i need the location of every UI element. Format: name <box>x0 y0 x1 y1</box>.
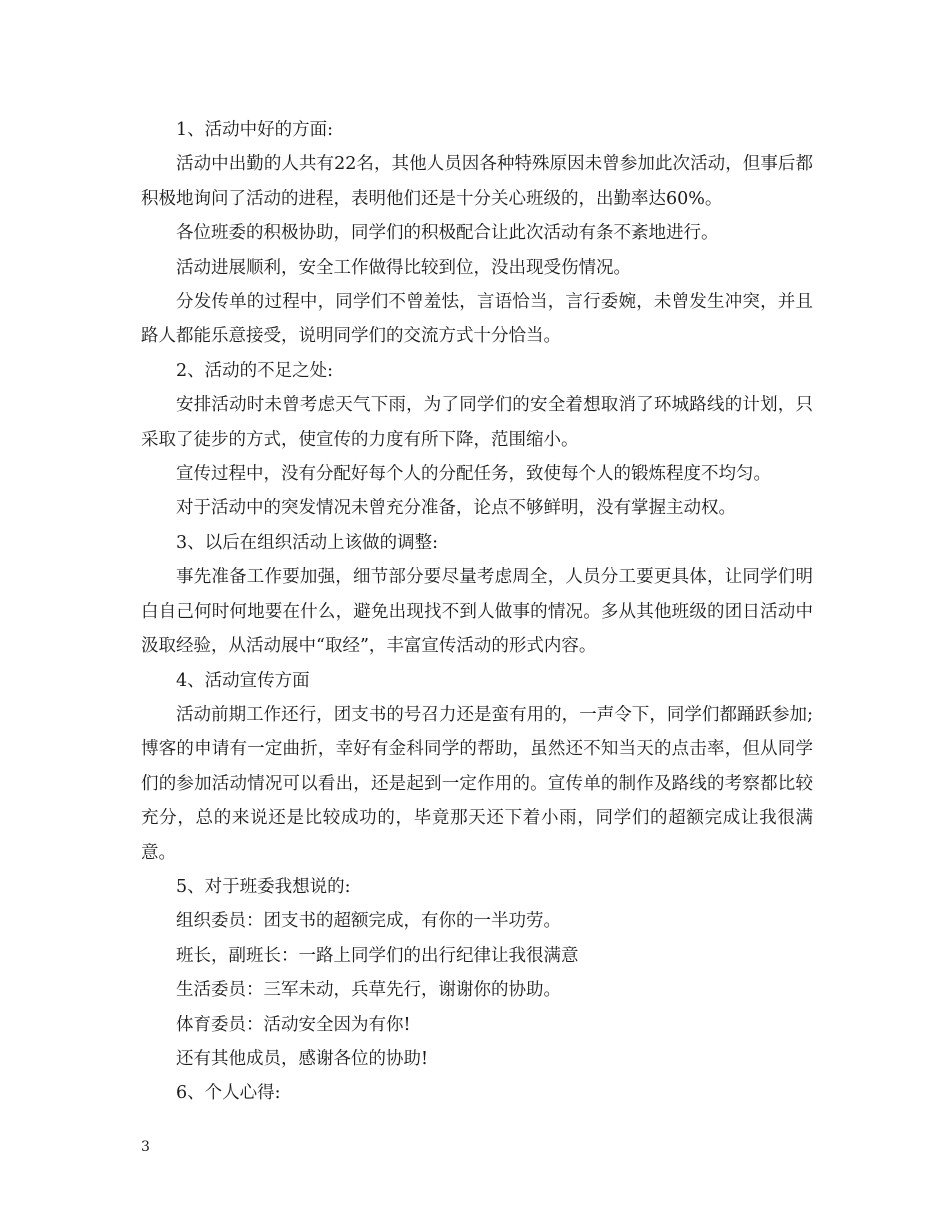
section-heading-committee-message: 5、对于班委我想说的: <box>176 876 351 897</box>
paragraph-other-members: 还有其他成员，感谢各位的协助! <box>176 1048 429 1069</box>
section-heading-shortcomings: 2、活动的不足之处: <box>176 360 334 381</box>
paragraph-life-member: 生活委员：三军未动，兵草先行，谢谢你的协助。 <box>176 980 561 1001</box>
paragraph-attendance: 活动中出勤的人共有22名，其他人员因各种特殊原因未曾参加此次活动，但事后都积极地询问了活动的进程，表明他们还是十分关心班级的，出勤率达60%。 <box>141 154 813 209</box>
section-heading-good-aspects: 1、活动中好的方面: <box>176 120 334 140</box>
paragraph-publicity-details: 活动前期工作还行，团支书的号召力还是蛮有用的，一声令下，同学们都踊跃参加;博客的申请有一定曲折，幸好有金科同学的帮助，虽然还不知当天的点击率，但从同学们的参加活动情况可以看出，还是起到一定作用的。宣传单的制作及路线的考察都比较充分，总的来说还是比较成功的，毕竟那天还下着小雨，同学们的超额完成让我很满意。 <box>141 704 813 863</box>
paragraph-organizing-member: 组织委员：团支书的超额完成，有你的一半功劳。 <box>176 911 561 932</box>
paragraph-task-assignment: 宣传过程中，没有分配好每个人的分配任务，致使每个人的锻炼程度不均匀。 <box>176 464 771 485</box>
paragraph-preparation: 事先准备工作要加强，细节部分要尽量考虑周全，人员分工要更具体，让同学们明白自己何时何地要在什么，避免出现找不到人做事的情况。多从其他班级的团日活动中汲取经验，从活动展中“取经”，丰富宣传活动的形式内容。 <box>141 567 813 657</box>
section-heading-adjustments: 3、以后在组织活动上该做的调整: <box>176 532 439 553</box>
paragraph-safety: 活动进展顺利，安全工作做得比较到位，没出现受伤情况。 <box>176 257 631 278</box>
paragraph-committee-help: 各位班委的积极协助，同学们的积极配合让此次活动有条不紊地进行。 <box>176 223 719 244</box>
paragraph-flyers: 分发传单的过程中，同学们不曾羞怯，言语恰当，言行委婉，未曾发生冲突，并且路人都能乐意接受，说明同学们的交流方式十分恰当。 <box>141 292 813 347</box>
paragraph-monitors: 班长，副班长：一路上同学们的出行纪律让我很满意 <box>176 945 579 966</box>
paragraph-emergencies: 对于活动中的突发情况未曾充分准备，论点不够鲜明，没有掌握主动权。 <box>176 498 736 519</box>
section-heading-publicity: 4、活动宣传方面 <box>176 670 310 691</box>
document-body <box>141 113 813 1111</box>
page-number: 3 <box>141 1139 150 1155</box>
paragraph-sports-member: 体育委员：活动安全因为有你! <box>176 1014 411 1035</box>
section-heading-personal-reflection: 6、个人心得: <box>176 1083 281 1104</box>
paragraph-weather: 安排活动时未曾考虑天气下雨，为了同学们的安全着想取消了环城路线的计划，只采取了徒步的方式，使宣传的力度有所下降，范围缩小。 <box>141 395 813 450</box>
